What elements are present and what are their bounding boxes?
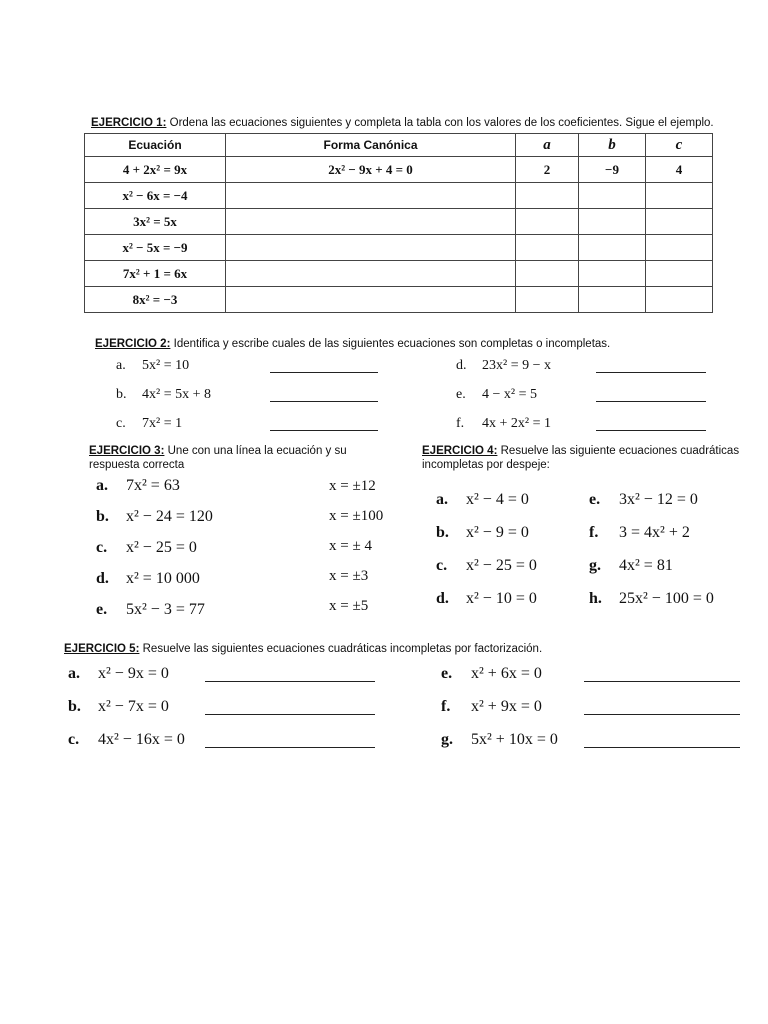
header-b: b [579, 134, 646, 157]
cell-a[interactable] [516, 183, 579, 209]
answer-blank[interactable] [205, 747, 375, 748]
cell-canonical[interactable]: 2x² − 9x + 4 = 0 [226, 157, 516, 183]
cell-equation: 7x² + 1 = 6x [85, 261, 226, 287]
item-equation: 4 − x² = 5 [482, 387, 537, 402]
ex3-item-a [96, 477, 180, 495]
ex2-item-c [116, 416, 182, 432]
item-equation: x² + 6x = 0 [471, 665, 542, 682]
item-equation: 4x² = 81 [619, 557, 673, 574]
ex2-item-b [116, 387, 211, 403]
item-equation: x² − 7x = 0 [98, 698, 169, 715]
header-c: c [646, 134, 713, 157]
item-label: a. [436, 491, 448, 508]
table-row [85, 235, 713, 261]
ex5-item-c [68, 731, 185, 749]
answer-blank[interactable] [270, 401, 378, 402]
cell-a[interactable] [516, 261, 579, 287]
exercise-3-heading [89, 444, 399, 472]
ex2-item-f [456, 416, 551, 432]
item-label: c. [68, 731, 80, 748]
ex3-item-e [96, 601, 205, 619]
item-label: f. [456, 416, 465, 431]
item-equation: 4x + 2x² = 1 [482, 416, 551, 431]
item-label: d. [96, 570, 109, 587]
answer-blank[interactable] [596, 372, 706, 373]
answer-blank[interactable] [270, 372, 378, 373]
cell-c[interactable] [646, 183, 713, 209]
cell-c[interactable] [646, 235, 713, 261]
ex4-item-e [589, 491, 698, 509]
table-row [85, 157, 713, 183]
item-equation: 4x² = 5x + 8 [142, 387, 211, 402]
cell-equation: 8x² = −3 [85, 287, 226, 313]
ex3-answer[interactable]: x = ±100 [329, 508, 384, 524]
answer-blank[interactable] [205, 681, 375, 682]
cell-c[interactable] [646, 209, 713, 235]
answer-blank[interactable] [596, 430, 706, 431]
item-equation: 3x² − 12 = 0 [619, 491, 698, 508]
exercise-1-heading [91, 116, 714, 130]
ex2-item-a [116, 358, 189, 374]
item-label: a. [68, 665, 80, 682]
cell-canonical[interactable] [226, 287, 516, 313]
item-equation: x² + 9x = 0 [471, 698, 542, 715]
item-equation: 25x² − 100 = 0 [619, 590, 714, 607]
answer-blank[interactable] [584, 747, 740, 748]
item-label: c. [436, 557, 448, 574]
ex5-item-f [441, 698, 542, 716]
answer-blank[interactable] [596, 401, 706, 402]
exercise-2-instruction: Identifica y escribe cuales de las siguientes ecuaciones son completas o incompletas. [173, 338, 611, 350]
cell-equation: 3x² = 5x [85, 209, 226, 235]
exercise-3-title: EJERCICIO 3: [89, 445, 165, 457]
item-label: a. [96, 477, 108, 494]
exercise-5-instruction: Resuelve las siguientes ecuaciones cuadráticas incompletas por factorización. [142, 643, 543, 655]
cell-b[interactable] [579, 235, 646, 261]
item-equation: 3 = 4x² + 2 [619, 524, 690, 541]
cell-equation: x² − 5x = −9 [85, 235, 226, 261]
table-row [85, 261, 713, 287]
ex4-item-a [436, 491, 529, 509]
item-label: e. [96, 601, 108, 618]
exercise-4-heading [422, 444, 742, 472]
item-equation: 7x² = 63 [126, 477, 180, 494]
item-label: f. [441, 698, 451, 715]
exercise-2-title: EJERCICIO 2: [95, 338, 171, 350]
ex3-item-c [96, 539, 197, 557]
exercise-4-title: EJERCICIO 4: [422, 445, 498, 457]
cell-b[interactable] [579, 261, 646, 287]
item-equation: 23x² = 9 − x [482, 358, 551, 373]
cell-equation: x² − 6x = −4 [85, 183, 226, 209]
ex3-answer[interactable]: x = ±5 [329, 598, 369, 614]
item-equation: x² − 10 = 0 [466, 590, 537, 607]
item-equation: 4x² − 16x = 0 [98, 731, 185, 748]
ex4-item-h [589, 590, 714, 608]
ex5-item-g [441, 731, 558, 749]
header-ecuacion: Ecuación [85, 134, 226, 157]
exercise-3-instruction: Une con una línea la ecuación y su respuesta correcta [89, 445, 347, 471]
item-equation: x² − 4 = 0 [466, 491, 529, 508]
item-label: d. [456, 358, 467, 373]
cell-b[interactable] [579, 287, 646, 313]
answer-blank[interactable] [270, 430, 378, 431]
item-label: a. [116, 358, 126, 373]
item-equation: x² − 24 = 120 [126, 508, 213, 525]
cell-c[interactable]: 4 [646, 157, 713, 183]
cell-b[interactable]: −9 [579, 157, 646, 183]
exercise-5-heading [64, 642, 542, 656]
table-header-row [85, 134, 713, 157]
ex5-item-a [68, 665, 169, 683]
item-label: b. [68, 698, 81, 715]
item-label: e. [456, 387, 466, 402]
cell-c[interactable] [646, 261, 713, 287]
item-label: c. [116, 416, 126, 431]
item-equation: 5x² − 3 = 77 [126, 601, 205, 618]
table-row [85, 287, 713, 313]
item-equation: 5x² = 10 [142, 358, 190, 373]
cell-b[interactable] [579, 183, 646, 209]
item-equation: x² − 9x = 0 [98, 665, 169, 682]
ex2-item-d [456, 358, 551, 374]
ex4-item-f [589, 524, 690, 542]
item-equation: x² − 25 = 0 [126, 539, 197, 556]
ex3-answer[interactable]: x = ± 4 [329, 538, 372, 554]
cell-a[interactable] [516, 235, 579, 261]
exercise-4-instruction: Resuelve las siguiente ecuaciones cuadráticas incompletas por despeje: [422, 445, 740, 471]
answer-blank[interactable] [584, 681, 740, 682]
item-label: b. [116, 387, 127, 402]
cell-canonical[interactable] [226, 235, 516, 261]
item-label: e. [441, 665, 453, 682]
item-label: c. [96, 539, 108, 556]
table-row [85, 209, 713, 235]
ex3-answer[interactable]: x = ±3 [329, 568, 369, 584]
ex4-item-g [589, 557, 673, 575]
item-label: f. [589, 524, 599, 541]
coefficients-table [84, 133, 713, 313]
ex3-item-b [96, 508, 213, 526]
ex2-item-e [456, 387, 537, 403]
item-label: b. [96, 508, 109, 525]
header-a: a [516, 134, 579, 157]
item-label: h. [589, 590, 602, 607]
ex4-item-c [436, 557, 537, 575]
exercise-1-title: EJERCICIO 1: [91, 117, 167, 129]
exercise-1-instruction: Ordena las ecuaciones siguientes y completa la tabla con los valores de los coeficientes. Sigue el ejemplo. [169, 117, 714, 129]
exercise-2-heading [95, 337, 610, 351]
item-label: d. [436, 590, 449, 607]
ex3-item-d [96, 570, 200, 588]
cell-c[interactable] [646, 287, 713, 313]
cell-canonical[interactable] [226, 209, 516, 235]
cell-a[interactable]: 2 [516, 157, 579, 183]
cell-canonical[interactable] [226, 183, 516, 209]
item-label: e. [589, 491, 601, 508]
ex5-item-e [441, 665, 542, 683]
item-equation: x² − 9 = 0 [466, 524, 529, 541]
cell-b[interactable] [579, 209, 646, 235]
item-equation: x² = 10 000 [126, 570, 200, 587]
cell-equation: 4 + 2x² = 9x [85, 157, 226, 183]
ex3-answer[interactable]: x = ±12 [329, 478, 376, 494]
item-label: g. [441, 731, 453, 748]
item-equation: 5x² + 10x = 0 [471, 731, 558, 748]
ex5-item-b [68, 698, 169, 716]
item-equation: 7x² = 1 [142, 416, 183, 431]
answer-blank[interactable] [205, 714, 375, 715]
answer-blank[interactable] [584, 714, 740, 715]
item-equation: x² − 25 = 0 [466, 557, 537, 574]
exercise-5-title: EJERCICIO 5: [64, 643, 140, 655]
cell-canonical[interactable] [226, 261, 516, 287]
cell-a[interactable] [516, 287, 579, 313]
item-label: g. [589, 557, 601, 574]
table-row [85, 183, 713, 209]
item-label: b. [436, 524, 449, 541]
header-forma-canonica: Forma Canónica [226, 134, 516, 157]
cell-a[interactable] [516, 209, 579, 235]
ex4-item-d [436, 590, 537, 608]
ex4-item-b [436, 524, 529, 542]
